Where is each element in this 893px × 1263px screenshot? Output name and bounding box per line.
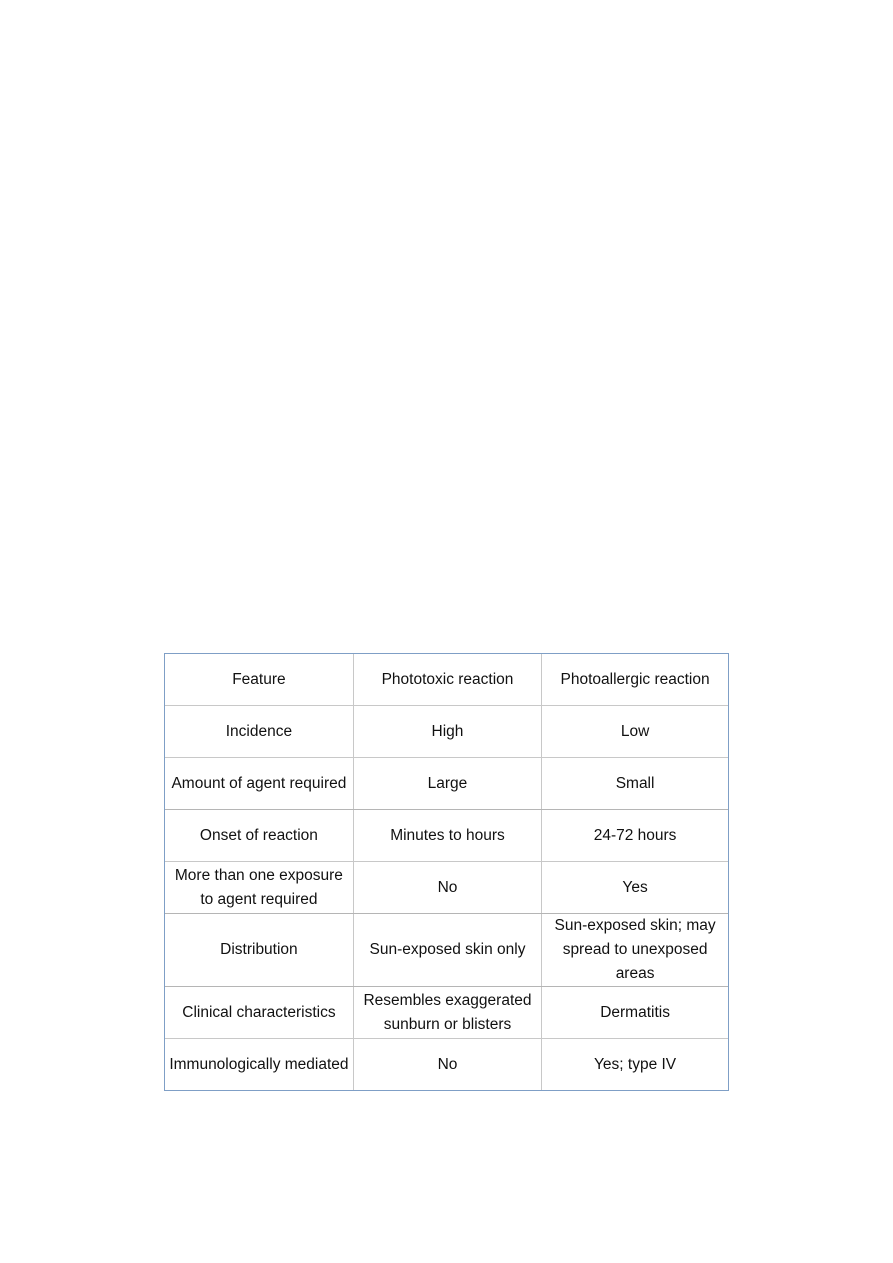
feature-cell: Amount of agent required: [165, 758, 353, 810]
comparison-table: [164, 653, 729, 1091]
phototoxic-cell: High: [353, 706, 541, 758]
phototoxic-cell: Minutes to hours: [353, 810, 541, 862]
table-row: [165, 706, 728, 758]
table-row: [165, 1039, 728, 1091]
table-row: [165, 758, 728, 810]
table-row: [165, 987, 728, 1039]
photoallergic-cell: Yes: [542, 862, 728, 914]
feature-cell: Immunologically mediated: [165, 1039, 353, 1091]
table-row: [165, 914, 728, 987]
phototoxic-cell: Resembles exaggerated sunburn or blisters: [353, 987, 541, 1039]
photoallergic-cell: Small: [542, 758, 728, 810]
reaction-comparison-table: [165, 654, 728, 1090]
photoallergic-cell: Dermatitis: [542, 987, 728, 1039]
photoallergic-cell: Sun-exposed skin; may spread to unexposed areas: [542, 914, 728, 987]
phototoxic-cell: No: [353, 862, 541, 914]
feature-cell: Clinical characteristics: [165, 987, 353, 1039]
phototoxic-cell: No: [353, 1039, 541, 1091]
feature-cell: Incidence: [165, 706, 353, 758]
phototoxic-cell: Large: [353, 758, 541, 810]
header-cell-photoallergic: Photoallergic reaction: [542, 654, 728, 706]
header-cell-phototoxic: Phototoxic reaction: [353, 654, 541, 706]
photoallergic-cell: Low: [542, 706, 728, 758]
table-row: [165, 862, 728, 914]
header-cell-feature: Feature: [165, 654, 353, 706]
phototoxic-cell: Sun-exposed skin only: [353, 914, 541, 987]
feature-cell: More than one exposure to agent required: [165, 862, 353, 914]
photoallergic-cell: Yes; type IV: [542, 1039, 728, 1091]
table-row: [165, 810, 728, 862]
feature-cell: Onset of reaction: [165, 810, 353, 862]
photoallergic-cell: 24-72 hours: [542, 810, 728, 862]
feature-cell: Distribution: [165, 914, 353, 987]
table-header-row: [165, 654, 728, 706]
